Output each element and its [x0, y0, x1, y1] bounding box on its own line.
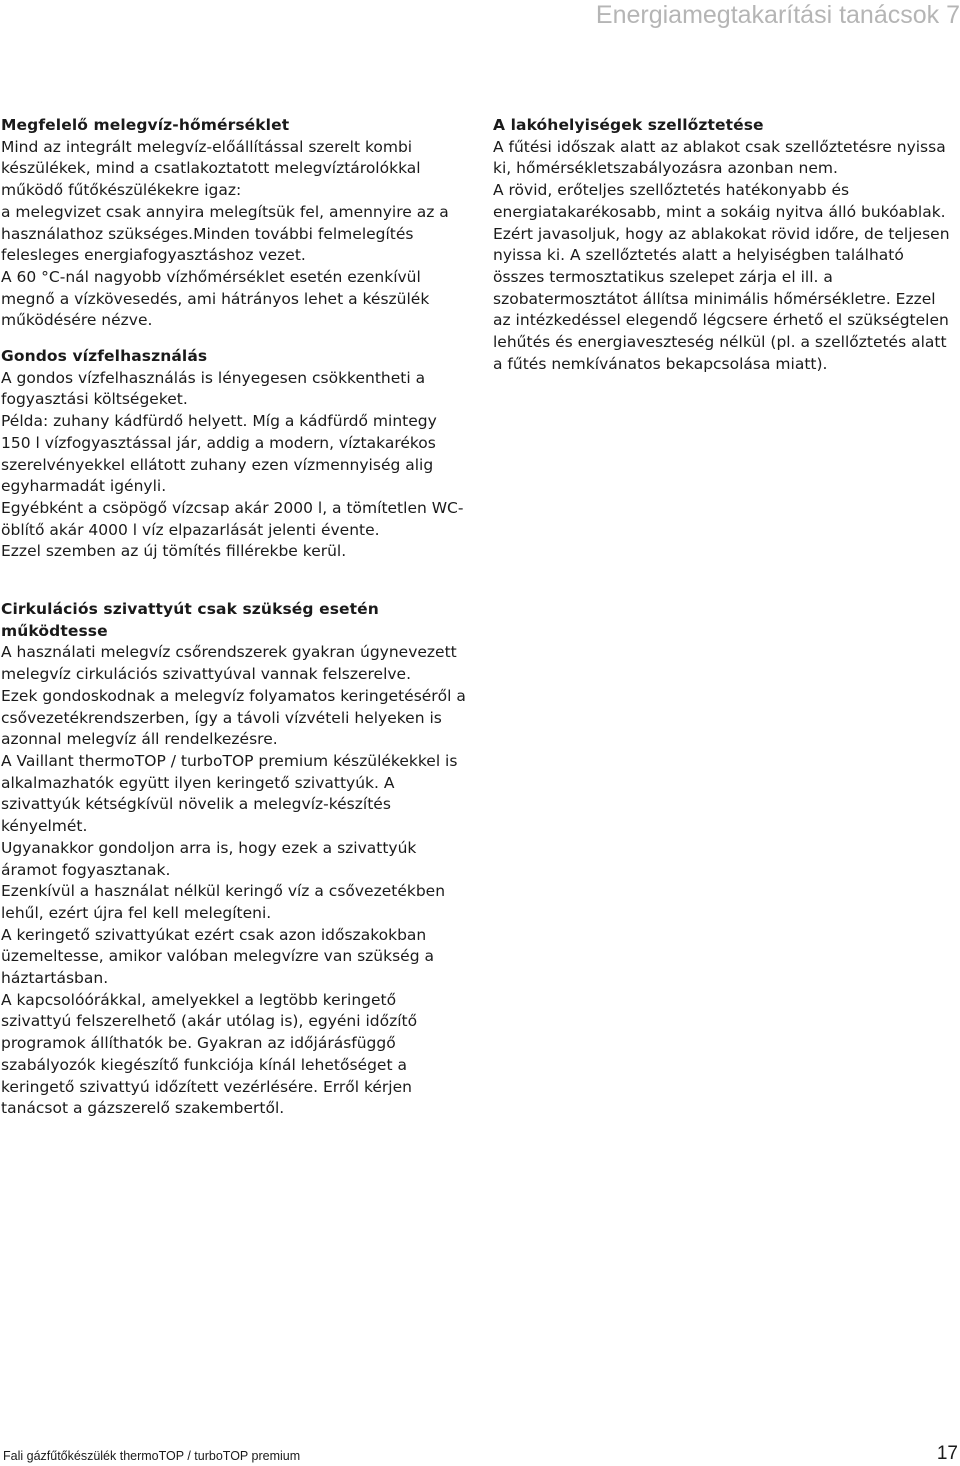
- paragraph: A gondos vízfelhasználás is lényegesen csökkentheti a fogyasztási költségeket.: [1, 368, 426, 409]
- paragraph: Ezzel szemben az új tömítés fillérekbe kerül.: [1, 542, 347, 561]
- paragraph: Mind az integrált melegvíz-előállítással szerelt kombi készülékek, mind a csatlakoztatott melegvíztárolókkal működő fűtőkészülékekre igaz:: [1, 137, 421, 200]
- paragraph: Ezek gondoskodnak a melegvíz folyamatos keringetéséről a csővezetékrendszerben, így a távoli vízvételi helyeken is azonnal melegvíz áll rendelkezésre.: [1, 686, 466, 749]
- paragraph: A fűtési időszak alatt az ablakot csak szellőztetésre nyissa ki, hőmérsékletszabályozásra azonban nem.: [493, 137, 946, 178]
- right-column: [493, 115, 958, 375]
- page-number: 17: [936, 1443, 958, 1464]
- section-heading: Megfelelő melegvíz-hőmérséklet: [1, 116, 290, 134]
- section-circulation-pump: [1, 599, 471, 1120]
- section-water-use: [1, 346, 471, 563]
- paragraph: A rövid, erőteljes szellőztetés hatékonyabb és energiatakarékosabb, mint a sokáig nyitva álló bukóablak. Ezért javasoljuk, hogy az ablakokat rövid időre, de teljesen nyissa ki. A szellőztetés alatt a helyiségben található összes termosztatikus szelepet zárja el ill. a szobatermosztátot állítsa minimális hőmérsékletre. Ezzel az intézkedéssel elegendő légcsere érhető el szükségtelen lehűtés és energiaveszteség nélkül (pl. a szellőztetés alatt a fűtés nemkívánatos bekapcsolása miatt).: [493, 181, 950, 373]
- paragraph: A keringető szivattyúkat ezért csak azon időszakokban üzemeltesse, amikor valóban melegvízre van szükség a háztartásban.: [1, 925, 434, 988]
- footer-product-name: Fali gázfűtőkészülék thermoTOP / turboTOP premium: [3, 1449, 301, 1463]
- paragraph: Ezenkívül a használat nélkül keringő víz a csővezetékben lehűl, ezért újra fel kell melegíteni.: [1, 882, 446, 922]
- paragraph: A kapcsolóórákkal, amelyekkel a legtöbb keringető szivattyú felszerelhető (akár utólag is), egyéni időzítő programok állíthatók be. Gyakran az időjárásfüggő szabályozók kiegészítő funkciója kínál lehetőséget a keringető szivattyú időzített vezérlésére. Erről kérjen tanácsot a gázszerelő szakembertől.: [1, 990, 418, 1118]
- section-ventilation: [493, 115, 958, 375]
- paragraph: A használati melegvíz csőrendszerek gyakran úgynevezett melegvíz cirkulációs szivattyúval vannak felszerelve.: [1, 643, 457, 684]
- paragraph: Példa: zuhany kádfürdő helyett. Míg a kádfürdő mintegy 150 l vízfogyasztással jár, addig a modern, víztakarékos szerelvényekkel ellátott zuhany ezen vízmennyiség alig egyharmadát igényli.: [1, 412, 437, 496]
- paragraph: A 60 °C-nál nagyobb vízhőmérséklet esetén ezenkívül megnő a vízkövesedés, ami hátrányos lehet a készülék működésére nézve.: [1, 267, 430, 330]
- section-hot-water-temperature: [1, 115, 471, 332]
- running-title: Energiamegtakarítási tanácsok 7: [595, 1, 960, 29]
- left-column: [1, 115, 471, 1120]
- paragraph: Ugyanakkor gondoljon arra is, hogy ezek a szivattyúk áramot fogyasztanak.: [1, 838, 417, 879]
- section-heading: A lakóhelyiségek szellőztetése: [493, 116, 764, 134]
- section-heading: Cirkulációs szivattyút csak szükség esetén működtesse: [1, 600, 379, 640]
- paragraph: a melegvizet csak annyira melegítsük fel, amennyire az a használathoz szükséges.Minden további felmelegítés felesleges energiafogyasztáshoz vezet.: [1, 202, 449, 265]
- paragraph: Egyébként a csöpögő vízcsap akár 2000 l, a tömítetlen WC-öblítő akár 4000 l víz elpazarlását jelenti évente.: [1, 498, 464, 539]
- section-heading: Gondos vízfelhasználás: [1, 347, 208, 366]
- paragraph: A Vaillant thermoTOP / turboTOP premium készülékekkel is alkalmazhatók együtt ilyen keringető szivattyúk. A szivattyúk kétségkívül növelik a melegvíz-készítés kényelmét.: [1, 751, 458, 836]
